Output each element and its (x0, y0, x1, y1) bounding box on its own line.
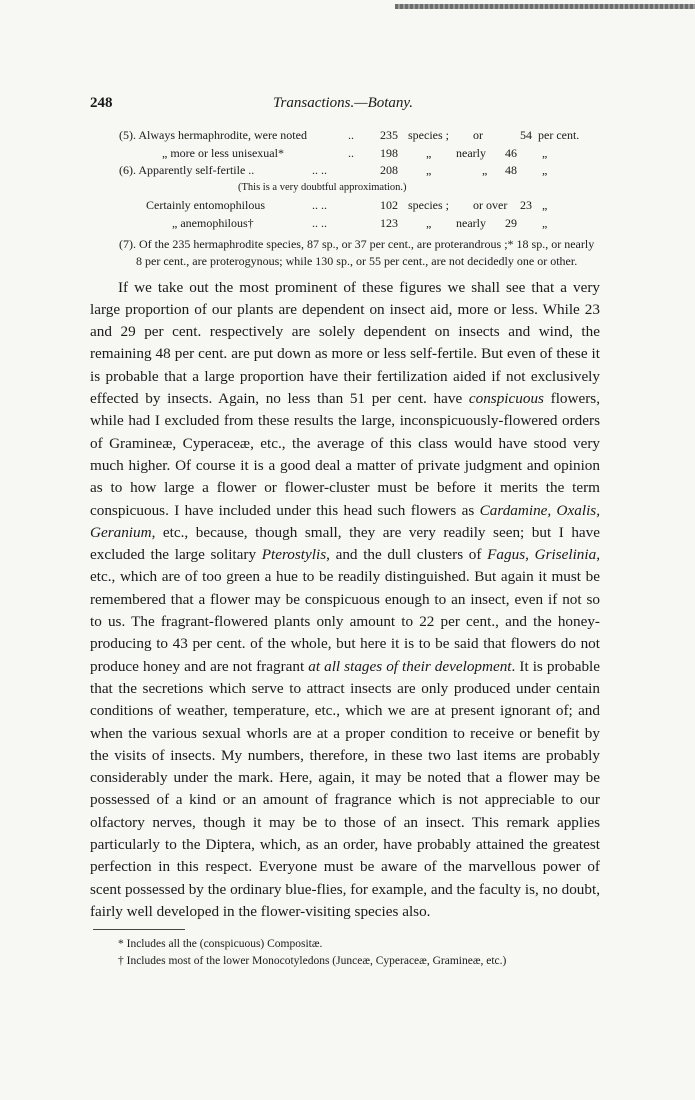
body-italic-genera: Cardamine, Oxalis, Geranium (90, 501, 600, 541)
stat-unit: species ; (408, 198, 449, 213)
stat-qualifier: or over (473, 198, 508, 213)
stat-note-row (90, 181, 600, 199)
stat-count: 102 (380, 198, 398, 213)
body-italic-stages: at all stages of their development (308, 657, 512, 675)
running-title: Transactions.—Botany. (273, 95, 414, 111)
stat-qualifier: nearly (456, 215, 486, 230)
body-italic-pterostylis: Pterostylis (261, 546, 327, 564)
stat-percent: 46 (505, 145, 517, 160)
stat-dots: .. .. (312, 198, 327, 213)
stat-tail: „ (542, 163, 548, 178)
footnote-rule (93, 929, 185, 930)
stat-row-entomophilous (90, 198, 600, 216)
page-number: 248 (90, 95, 113, 111)
footnote-asterisk: * Includes all the (conspicuous) Compositæ. (118, 938, 323, 951)
body-text: , etc., which are of too green a hue to be readily distinguished. But again it must be remembered that a flower may be conspicuous enough to an insect, even if not so to us. The fragrant-flowered plants only amount to 22 per cent., and the honey-producing to 43 per cent. of the whole, but here it is to be said that flowers do not produce honey and are not fragrant (90, 546, 600, 675)
stat-row-hermaphrodite (90, 128, 600, 146)
stat-row-anemophilous (90, 216, 600, 234)
stat-tail: „ (542, 198, 548, 213)
stat-unit: „ (426, 163, 432, 178)
stat-dots: .. .. (312, 163, 327, 178)
stat-count: 123 (380, 215, 398, 230)
stat-label: (5). Always hermaphrodite, were noted (119, 128, 307, 142)
footnote-dagger: † Includes most of the lower Monocotyledons (Junceæ, Cyperaceæ, Gramineæ, etc.) (118, 955, 507, 968)
stat-tail: „ (542, 145, 548, 160)
stat-qualifier: „ (482, 163, 488, 178)
page-content (90, 95, 600, 970)
scan-edge-artifact (395, 4, 695, 9)
body-text: . It is probable that the secretions which serve to attract insects are only produced under centain conditions of weather, temperature, etc., which we are at present ignorant of; and when the various sexual whorls are at a proper condition to receive or benefit by the visits of insects. My numbers, therefore, in these two last items are probably considerably under the mark. Here, again, it may be noted that a flower may be possessed of a kind or an amount of fragrance which is not appreciable to our olfactory nerves, though it may be to those of an insect. This remark applies particularly to the Diptera, which, as an order, have probably attained the greatest perfection in this respect. Everyone must be aware of the marvellous power of scent possessed by the ordinary blue-flies, for example, and the faculty is, no doubt, fairly well developed in the flower-visiting species also. (90, 657, 601, 920)
stat-percent: 48 (505, 163, 517, 178)
body-text: If we take out the most prominent of these figures we shall see that a very large proportion of our plants are dependent on insect aid, more or less. While 23 and 29 per cent. respectively are solely dependent on insects and wind, the remaining 48 per cent. are put down as more or less self-fertile. But even of these it is probable that a large proportion have their fertilization aided if not exclusively effected by insects. Again, no less than 51 per cent. have (90, 278, 600, 408)
stat-dots: .. (348, 128, 354, 142)
body-text: flowers, while had I excluded from these results the large, inconspicuously-flowered orders of Gramineæ, Cyperaceæ, etc., the average of this class would have stood very much higher. Of course it is a good deal a matter of private judgment and opinion as to how large a flower or flower-cluster must be before it merits the term conspicuous. I have included under this head such flowers as (90, 390, 600, 519)
stat-unit: „ (426, 145, 432, 160)
stat-count: 198 (380, 145, 398, 160)
stat-label: „ anemophilous† (172, 215, 254, 230)
body-text: , etc., because, though small, they are very readily seen; but I have excluded the large solitary (90, 523, 600, 564)
stat-qualifier: nearly (456, 145, 486, 160)
stat-unit: species ; (408, 128, 449, 142)
stat-percent: 23 (520, 198, 532, 213)
stat-count: 208 (380, 163, 398, 178)
stat-percent: 29 (505, 215, 517, 230)
stat-label: „ more or less unisexual* (162, 145, 284, 160)
statistics-list (90, 128, 600, 271)
stat-percent: 54 (520, 128, 532, 142)
stat-unit: „ (426, 215, 432, 230)
body-paragraph (90, 277, 600, 924)
body-text: , and the dull clusters of (326, 546, 488, 564)
stat-qualifier: or (473, 128, 483, 142)
stat-label: (6). Apparently self-fertile .. (119, 163, 255, 178)
running-head (90, 95, 600, 119)
stat-dots: .. .. (312, 215, 327, 230)
body-italic-conspicuous: conspicuous (468, 390, 544, 408)
stat-tail: per cent. (538, 128, 580, 142)
body-italic-fagus: Fagus, Griselinia (487, 546, 597, 564)
footnotes (90, 936, 600, 970)
stat-row-unisexual (90, 146, 600, 164)
stat-note: (This is a very doubtful approximation.) (238, 181, 407, 193)
stat-dots: .. (348, 145, 354, 160)
stat-count: 235 (380, 128, 398, 142)
stat-tail: „ (542, 215, 548, 230)
stat-row-self-fertile (90, 163, 600, 181)
stat-item-7: (7). Of the 235 hermaphrodite species, 87 sp., or 37 per cent., are proterandrous ;* 18 sp., or nearly 8 per cent., are proterogynous; while 130 sp., or 55 per cent., are not decidedly one or other. (119, 236, 595, 269)
stat-label: Certainly entomophilous (146, 198, 265, 213)
